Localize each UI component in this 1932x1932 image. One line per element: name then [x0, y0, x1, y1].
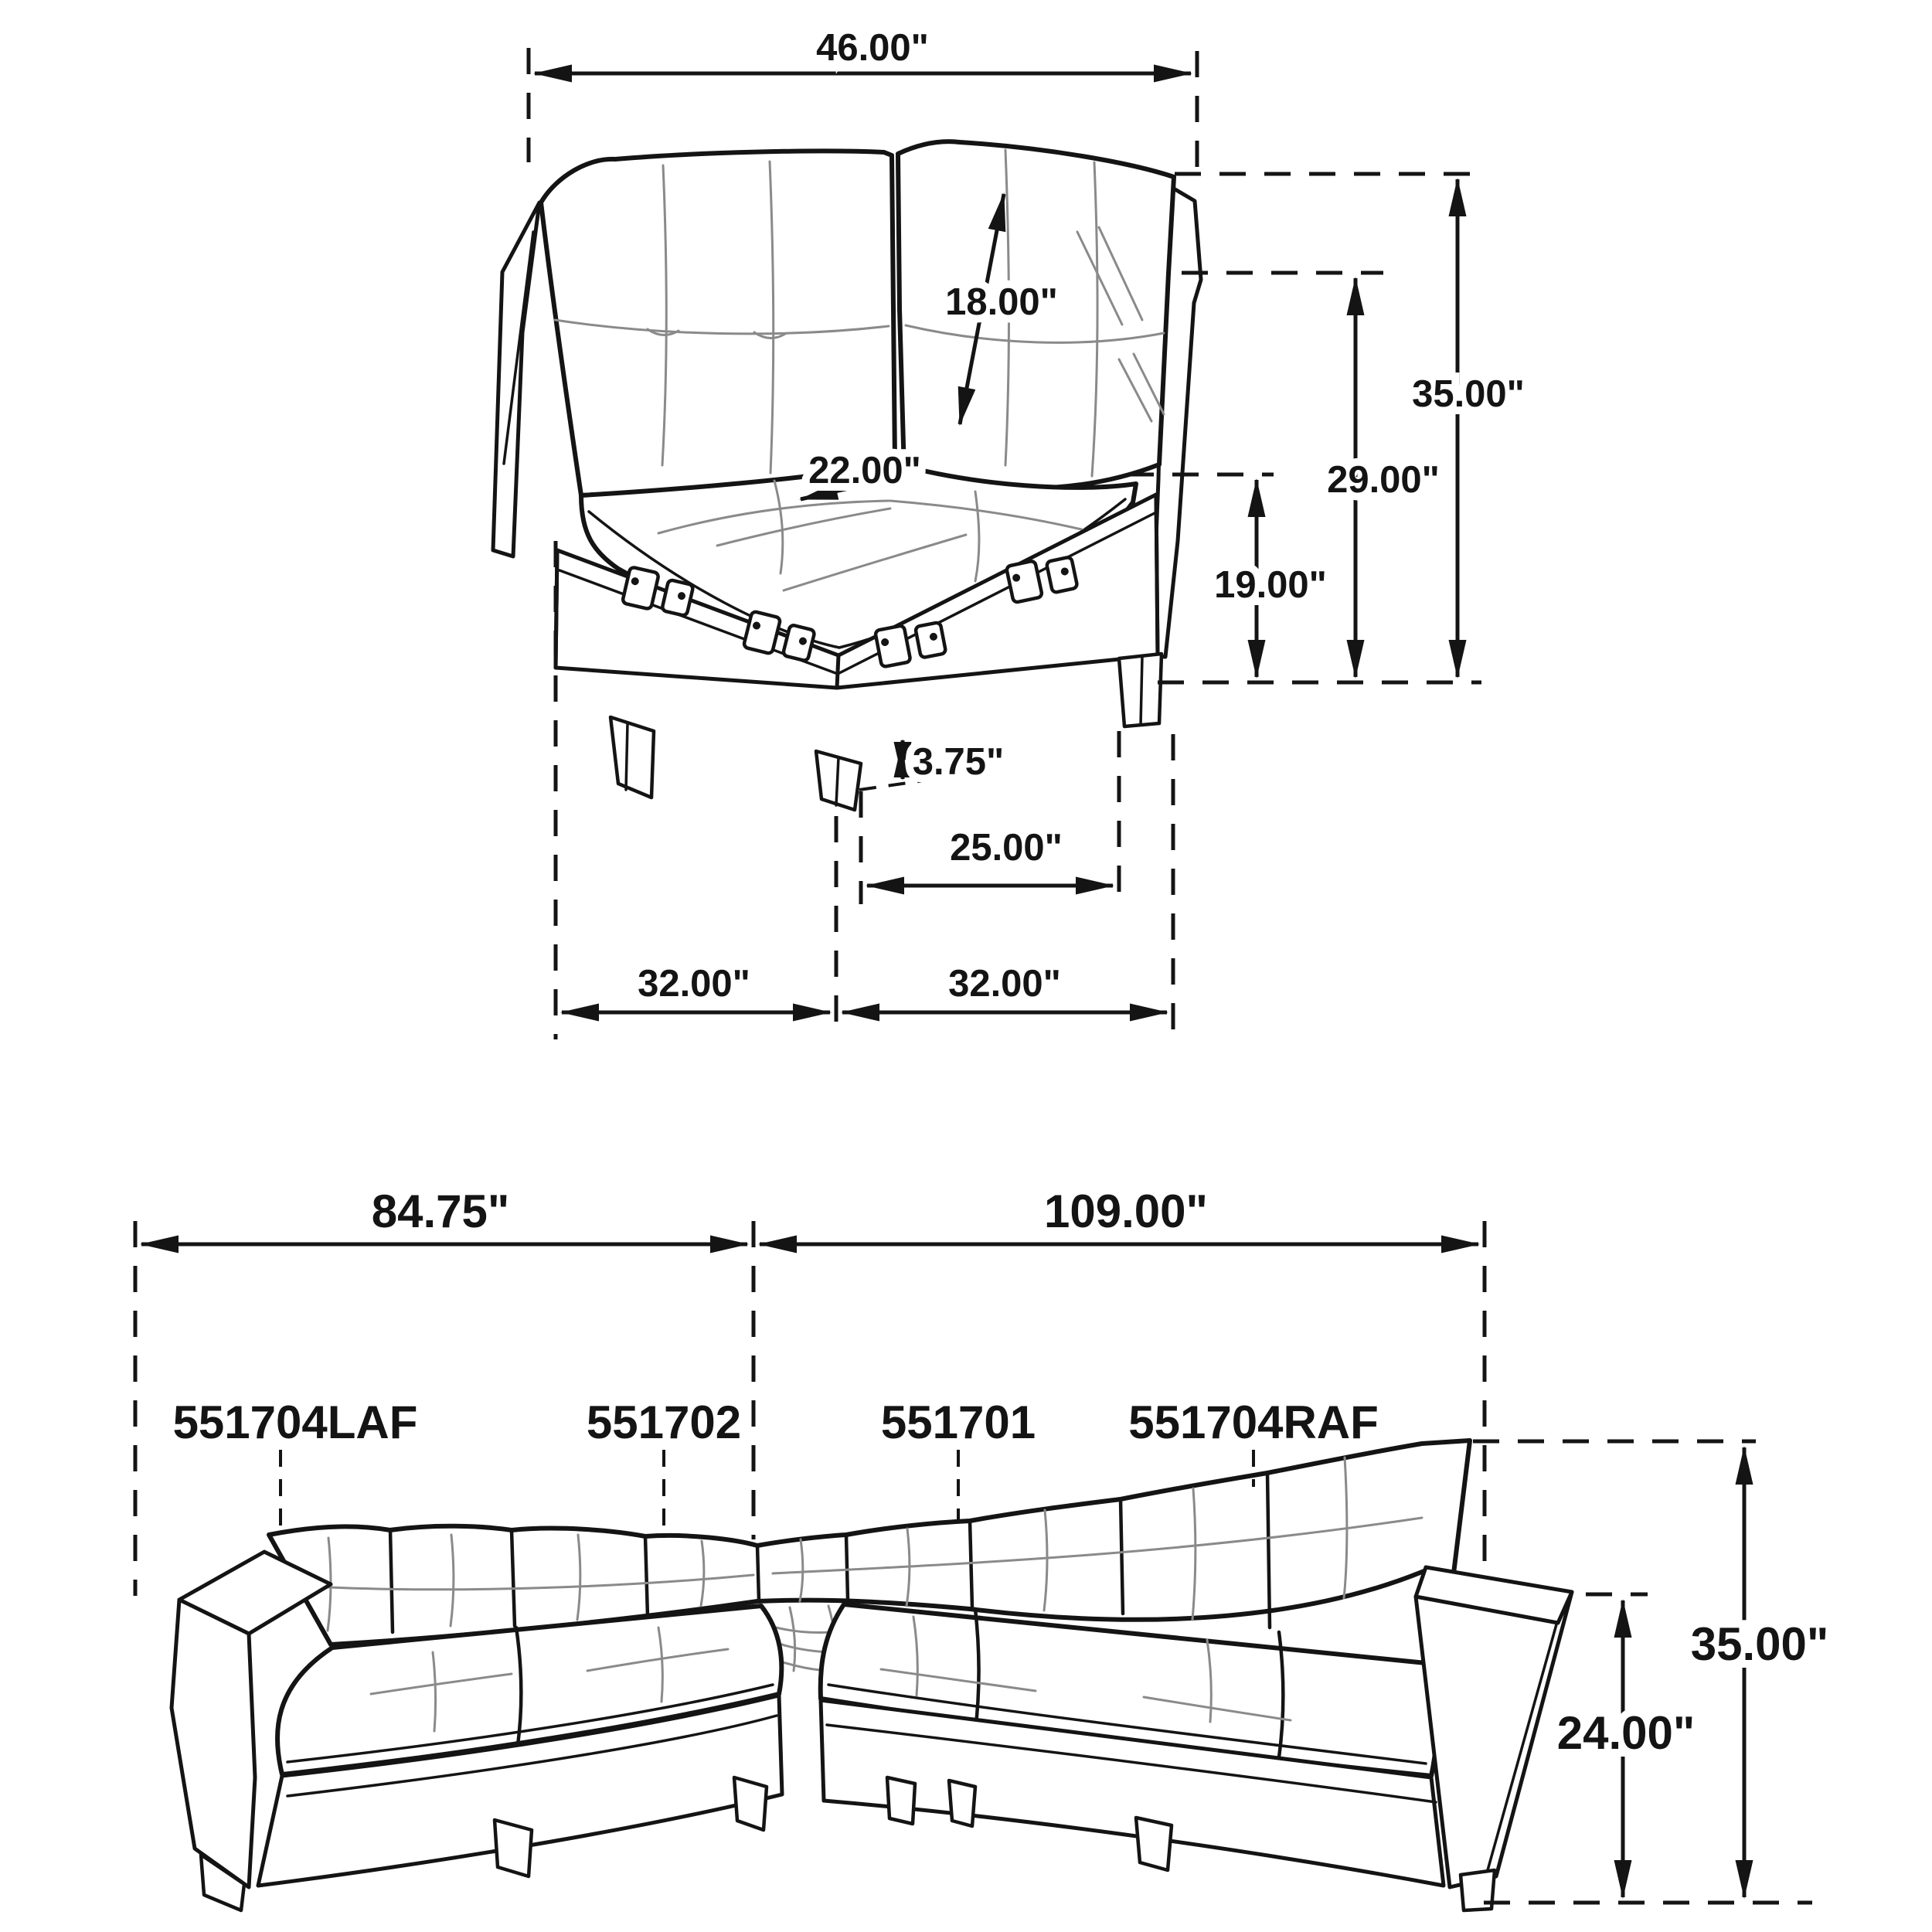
dim-label-corner-left-half: 32.00" [638, 963, 750, 1005]
dim-label-corner-back-height: 29.00" [1327, 459, 1440, 501]
corner-unit-drawing [493, 27, 1525, 1039]
dim-label-corner-leg-height: 3.75" [912, 741, 1005, 783]
dim-label-corner-seat-width: 25.00" [950, 827, 1063, 869]
dim-label-sectional-height: 35.00" [1690, 1618, 1829, 1670]
dim-label-corner-seat-height: 19.00" [1214, 564, 1327, 606]
dim-label-corner-width: 46.00" [816, 27, 929, 69]
sectional-sofa [172, 1440, 1572, 1910]
sectional-drawing [135, 1185, 1828, 1910]
dim-label-sectional-right-length: 109.00" [1044, 1185, 1208, 1237]
part-label: 551702 [586, 1396, 742, 1448]
dim-label-corner-right-half: 32.00" [948, 963, 1061, 1005]
dim-label-corner-seat-depth: 22.00" [808, 450, 921, 492]
dim-label-corner-overall-height: 35.00" [1412, 373, 1525, 415]
part-label: 551701 [880, 1396, 1036, 1448]
part-label: 551704RAF [1128, 1396, 1379, 1448]
part-label: 551704LAF [172, 1396, 418, 1448]
dim-label-sectional-arm-height: 24.00" [1556, 1707, 1696, 1759]
dim-label-sectional-left-length: 84.75" [371, 1185, 510, 1237]
dim-label-corner-back-cushion: 18.00" [945, 281, 1058, 323]
